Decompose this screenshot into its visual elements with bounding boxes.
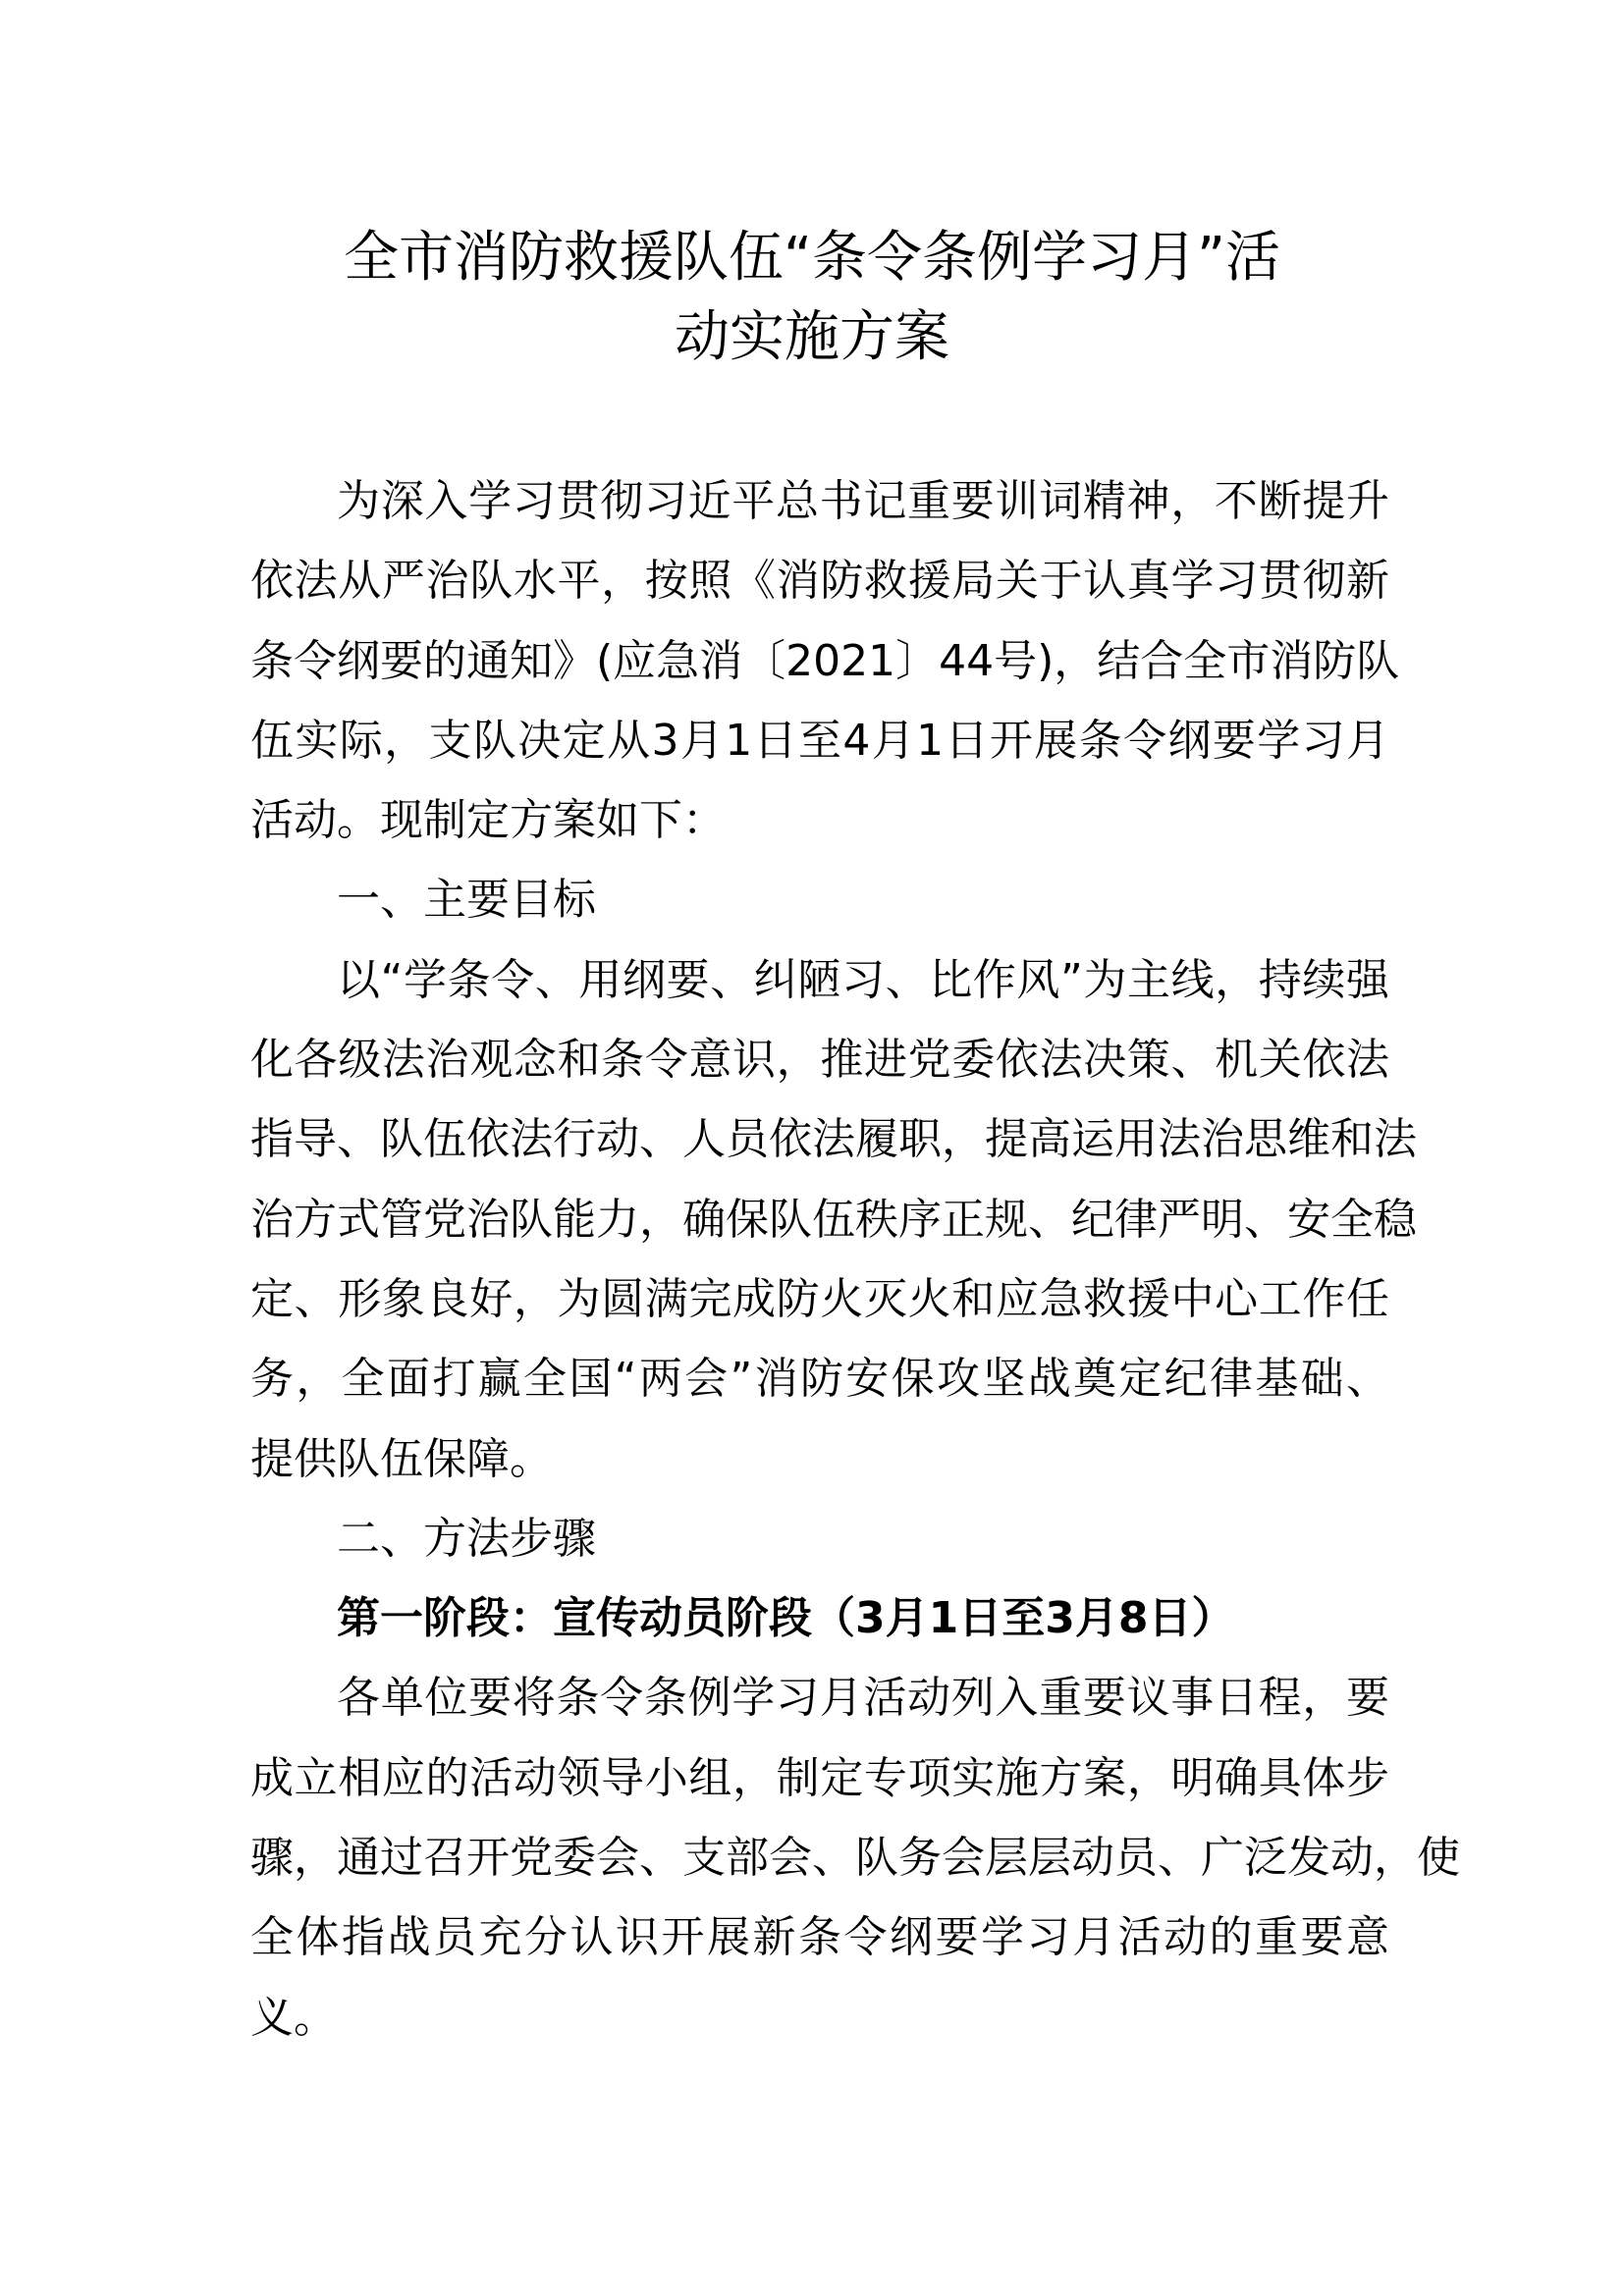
stage-heading: 第一阶段：宣传动员阶段（3月1日至3月8日） [337, 1593, 1235, 1644]
intro-line: 为深入学习贯彻习近平总书记重要训词精神，不断提升 [337, 476, 1389, 526]
goals-line: 指导、队伍依法行动、人员依法履职，提高运用法治思维和法 [250, 1114, 1417, 1165]
section-heading-methods: 二、方法步骤 [337, 1513, 596, 1564]
goals-line: 以“学条令、用纲要、纠陋习、比作风”为主线，持续强 [337, 954, 1389, 1005]
stage-line: 各单位要将条令条例学习月活动列入重要议事日程，要 [337, 1673, 1389, 1724]
stage-line: 骤，通过召开党委会、支部会、队务会层层动员、广泛发动，使 [250, 1833, 1460, 1884]
intro-line: 依法从严治队水平，按照《消防救援局关于认真学习贯彻新 [250, 556, 1389, 607]
goals-line: 治方式管党治队能力，确保队伍秩序正规、纪律严明、安全稳 [250, 1194, 1417, 1245]
stage-line: 成立相应的活动领导小组，制定专项实施方案，明确具体步 [250, 1752, 1389, 1803]
goals-line: 提供队伍保障。 [250, 1433, 553, 1484]
intro-line: 伍实际，支队决定从3月1日至4月1日开展条令纲要学习月 [250, 715, 1389, 766]
goals-line: 化各级法治观念和条令意识，推进党委依法决策、机关依法 [250, 1035, 1389, 1086]
goals-line: 定、形象良好，为圆满完成防火灭火和应急救援中心工作任 [250, 1273, 1389, 1324]
intro-line: 条令纲要的通知》(应急消〔2021〕44号)，结合全市消防队 [250, 635, 1400, 686]
stage-line: 义。 [250, 1992, 337, 2043]
document-title [196, 218, 1428, 377]
title-line-1: 全市消防救援队伍“条令条例学习月”活 [343, 226, 1281, 290]
section-heading-goals: 一、主要目标 [337, 875, 596, 926]
intro-line: 活动。现制定方案如下： [250, 795, 726, 846]
stage-line: 全体指战员充分认识开展新条令纲要学习月活动的重要意 [250, 1912, 1389, 1963]
goals-line: 务，全面打赢全国“两会”消防安保攻坚战奠定纪律基础、 [250, 1354, 1389, 1405]
title-line-2: 动实施方案 [675, 305, 949, 369]
document-body [250, 461, 1460, 2057]
